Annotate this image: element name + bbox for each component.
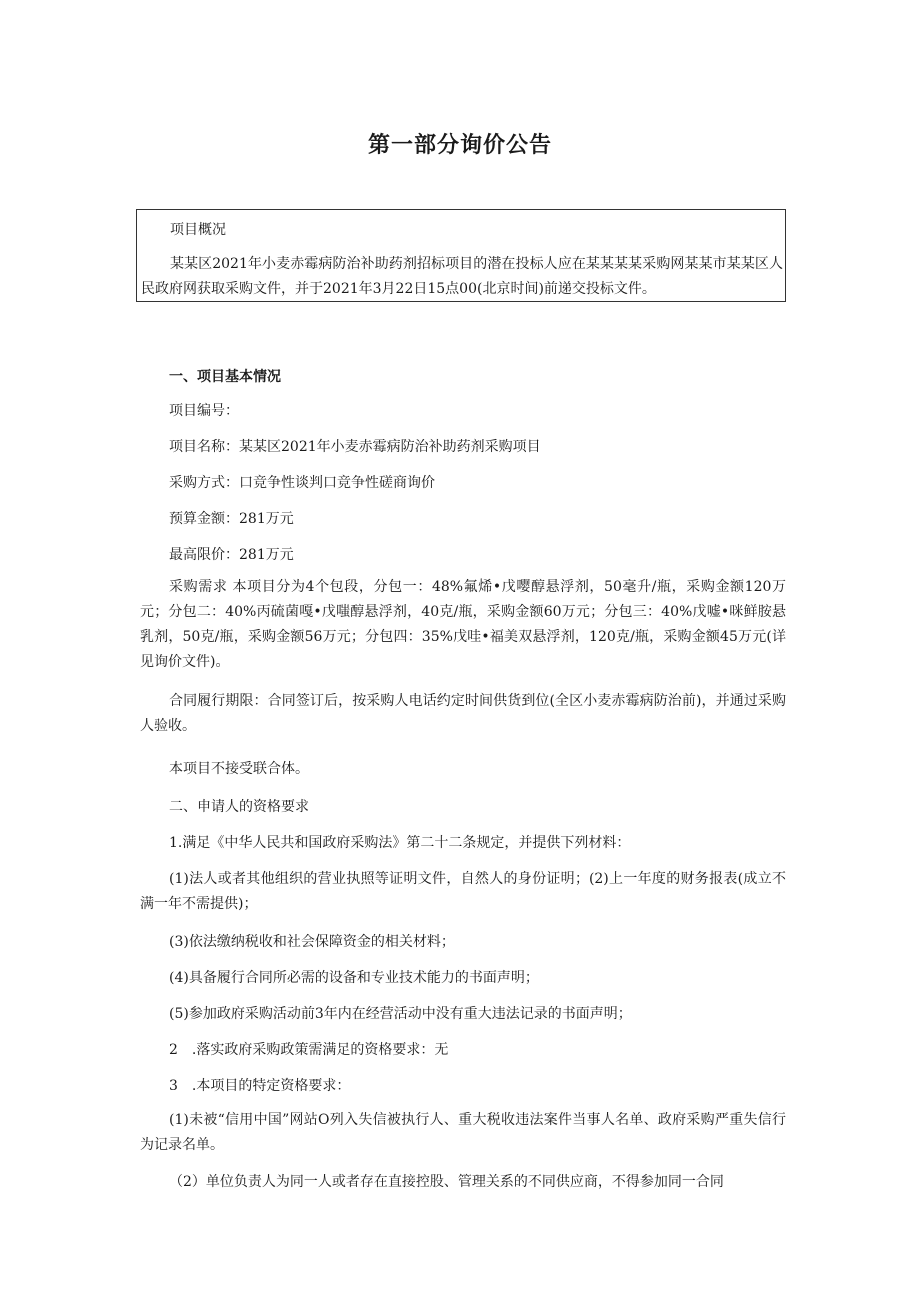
qualification-item-3b: （2）单位负责人为同一人或者存在直接控股、管理关系的不同供应商，不得参加同一合同 bbox=[169, 1174, 724, 1190]
page-title: 第一部分询价公告 bbox=[367, 133, 552, 158]
overview-label: 项目概况 bbox=[170, 222, 226, 238]
qualification-item-1c: (4)具备履行合同所必需的设备和专业技术能力的书面声明； bbox=[169, 970, 539, 986]
budget-amount: 预算金额：281万元 bbox=[169, 511, 294, 527]
qualification-item-3: 3 .本项目的特定资格要求： bbox=[169, 1078, 351, 1094]
qualification-item-1: 1.满足《中华人民共和国政府采购法》第二十二条规定，并提供下列材料： bbox=[169, 835, 631, 851]
project-overview-box bbox=[136, 209, 786, 302]
max-price: 最高限价：281万元 bbox=[169, 547, 294, 563]
qualification-item-1b: (3)依法缴纳税收和社会保障资金的相关材料； bbox=[169, 934, 455, 950]
procurement-requirement: 采购需求 本项目分为4个包段，分包一：48%氟烯•戊嘤醇悬浮剂，50毫升/瓶，采购金额120万元；分包二：40%丙硫菌嘎•戊嗤醇悬浮剂，40克/瓶，采购金额60万元；分包三：40%戊嘘•咪鲜胺悬乳剂，50克/瓶，采购金额56万元；分包四：35%戊哇•福美双悬浮剂，120克/瓶，采购金额45万元(详见询价文件)。 bbox=[140, 579, 786, 670]
qualification-item-1a: (1)法人或者其他组织的营业执照等证明文件，自然人的身份证明；(2)上一年度的财务报表(成立不满一年不需提供)； bbox=[140, 871, 786, 912]
section1-heading: 一、项目基本情况 bbox=[169, 369, 281, 385]
section2-heading: 二、申请人的资格要求 bbox=[169, 799, 309, 815]
project-number: 项目编号： bbox=[169, 403, 239, 419]
procurement-method: 采购方式：口竞争性谈判口竞争性磋商询价 bbox=[169, 475, 435, 491]
project-name: 项目名称：某某区2021年小麦赤霉病防治补助药剂采购项目 bbox=[169, 439, 541, 455]
qualification-item-3a: (1)未被“信用中国”网站O列入失信被执行人、重大税收违法案件当事人名单、政府采购严重失信行为记录名单。 bbox=[140, 1112, 786, 1153]
consortium-note: 本项目不接受联合体。 bbox=[169, 761, 309, 777]
qualification-item-1d: (5)参加政府采购活动前3年内在经营活动中没有重大违法记录的书面声明； bbox=[169, 1006, 632, 1022]
qualification-item-2: 2 .落实政府采购政策需满足的资格要求：无 bbox=[169, 1042, 449, 1058]
contract-period: 合同履行期限：合同签订后，按采购人电话约定时间供货到位(全区小麦赤霉病防治前)，并通过采购人验收。 bbox=[140, 693, 786, 734]
overview-text: 某某区2021年小麦赤霉病防治补助药剂招标项目的潜在投标人应在某某某某采购网某某市某某区人民政府网获取采购文件，并于2021年3月22日15点00(北京时间)前递交投标文件。 bbox=[141, 256, 783, 297]
